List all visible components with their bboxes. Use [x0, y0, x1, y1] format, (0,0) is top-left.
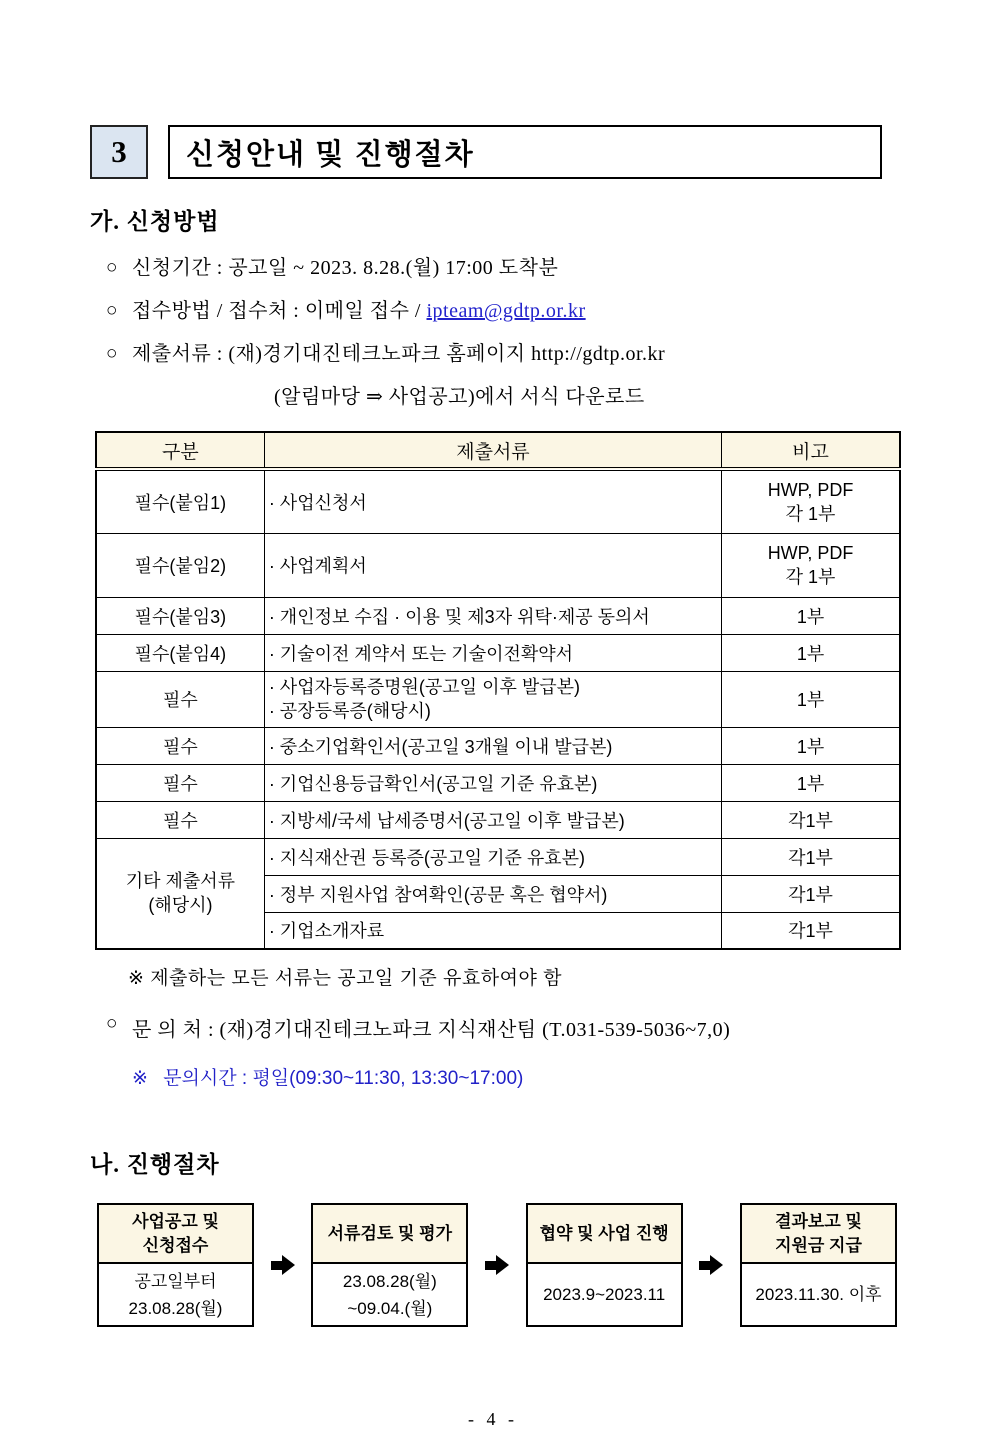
- flow-step-period-line: 23.08.28(월): [128, 1298, 223, 1318]
- documents-source-continuation: (알림마당 ⇒ 사업공고)에서 서식 다운로드: [274, 386, 645, 408]
- note-marker-icon: ※: [132, 1068, 148, 1089]
- contact-line: [106, 1013, 900, 1042]
- note-line: 각 1부: [785, 567, 836, 587]
- flow-arrow-container: [683, 1255, 740, 1275]
- flow-step-period-line: 2023.9~2023.11: [543, 1285, 666, 1304]
- note-marker-icon: ※: [128, 968, 145, 989]
- flow-step-review: [311, 1203, 468, 1327]
- table-row: [96, 801, 900, 838]
- documents-cell: · 지식재산권 등록증(공고일 기준 유효본): [264, 838, 721, 875]
- note-cell: [722, 469, 900, 533]
- page-title: 신청안내 및 진행절차: [168, 125, 882, 179]
- list-item: [106, 299, 900, 323]
- column-header-documents: 제출서류: [264, 432, 721, 469]
- note-line: 각 1부: [785, 503, 836, 524]
- flow-step-period-line: 공고일부터: [134, 1271, 217, 1291]
- flow-step-period: [742, 1264, 895, 1325]
- category-cell: [96, 838, 264, 949]
- table-validity-note: [128, 963, 900, 990]
- circle-bullet-icon: ○: [106, 300, 118, 321]
- table-row: [96, 634, 900, 671]
- category-cell: 필수: [96, 727, 264, 764]
- document-line: · 공장등록증(해당시): [268, 701, 431, 721]
- note-cell: [722, 533, 900, 597]
- flow-step-title: [742, 1205, 895, 1264]
- category-line: (해당시): [148, 895, 213, 916]
- note-cell: 1부: [722, 597, 900, 634]
- flow-step-period-line: ~09.04.(월): [347, 1298, 433, 1318]
- table-row: [96, 838, 900, 875]
- category-cell: 필수: [96, 764, 264, 801]
- documents-cell: · 지방세/국세 납세증명서(공고일 이후 발급본): [264, 801, 721, 838]
- email-link[interactable]: ipteam@gdtp.or.kr: [426, 300, 586, 322]
- right-arrow-icon: [699, 1255, 723, 1275]
- section-a-heading: 가. 신청방법: [90, 209, 220, 234]
- documents-cell: · 사업신청서: [264, 469, 721, 533]
- inquiry-hours-line: [132, 1063, 900, 1090]
- documents-source-text: 제출서류 : (재)경기대진테크노파크 홈페이지 http://gdtp.or.kr: [131, 343, 666, 365]
- required-documents-table: [95, 431, 901, 950]
- flow-step-title-line: 협약 및 사업 진행: [539, 1223, 669, 1243]
- application-bullet-list: [106, 256, 900, 409]
- section-number-box: 3: [90, 125, 148, 179]
- submission-method-text: [132, 299, 586, 323]
- table-row: [96, 469, 900, 533]
- note-line: HWP, PDF: [767, 543, 854, 563]
- category-cell: 필수(붙임4): [96, 634, 264, 671]
- category-cell: 필수(붙임2): [96, 533, 264, 597]
- note-cell: 각1부: [722, 912, 900, 949]
- flow-step-period: [313, 1264, 466, 1325]
- category-cell: 필수(붙임3): [96, 597, 264, 634]
- submission-method-prefix: 접수방법 / 접수처 : 이메일 접수 /: [131, 300, 427, 322]
- flow-step-announcement: [97, 1203, 254, 1327]
- note-cell: 각1부: [722, 838, 900, 875]
- list-item: [106, 256, 900, 280]
- flow-arrow-container: [254, 1255, 311, 1275]
- documents-cell: · 기업신용등급확인서(공고일 기준 유효본): [264, 764, 721, 801]
- application-period-text: 신청기간 : 공고일 ~ 2023. 8.28.(월) 17:00 도착분: [131, 257, 559, 279]
- flow-step-period: [99, 1264, 252, 1325]
- table-row: [96, 597, 900, 634]
- flow-step-title-line: 결과보고 및: [775, 1211, 862, 1231]
- note-cell: 각1부: [722, 875, 900, 912]
- category-cell: 필수: [96, 801, 264, 838]
- table-validity-note-text: 제출하는 모든 서류는 공고일 기준 유효하여야 함: [150, 968, 562, 989]
- table-row: [96, 727, 900, 764]
- section-b-heading: 나. 진행절차: [90, 1152, 220, 1177]
- documents-cell: · 정부 지원사업 참여확인(공문 혹은 협약서): [264, 875, 721, 912]
- category-cell: 필수(붙임1): [96, 469, 264, 533]
- flow-step-title-line: 서류검토 및 평가: [327, 1223, 453, 1243]
- note-cell: 1부: [722, 764, 900, 801]
- right-arrow-icon: [271, 1255, 295, 1275]
- inquiry-hours-text: 문의시간 : 평일(09:30~11:30, 13:30~17:00): [163, 1068, 524, 1089]
- flow-step-title-line: 신청접수: [142, 1235, 209, 1255]
- documents-cell: · 중소기업확인서(공고일 3개월 이내 발급본): [264, 727, 721, 764]
- document-header: [90, 125, 882, 179]
- flow-step-agreement: [526, 1203, 683, 1327]
- table-header-row: [96, 432, 900, 469]
- category-line: 기타 제출서류: [125, 871, 236, 892]
- flow-step-report: [740, 1203, 897, 1327]
- flow-step-period: [528, 1264, 681, 1325]
- documents-cell: · 개인정보 수집 · 이용 및 제3자 위탁·제공 동의서: [264, 597, 721, 634]
- circle-bullet-icon: ○: [106, 257, 118, 278]
- table-row: [96, 764, 900, 801]
- documents-cell: · 기술이전 계약서 또는 기술이전확약서: [264, 634, 721, 671]
- process-flowchart: [97, 1203, 897, 1327]
- column-header-note: 비고: [722, 432, 900, 469]
- flow-step-period-line: 2023.11.30. 이후: [755, 1285, 882, 1304]
- note-cell: 1부: [722, 727, 900, 764]
- flow-step-title: [313, 1205, 466, 1264]
- note-cell: 1부: [722, 671, 900, 727]
- note-cell: 각1부: [722, 801, 900, 838]
- documents-cell: · 기업소개자료: [264, 912, 721, 949]
- page-number: - 4 -: [468, 1409, 518, 1429]
- circle-bullet-icon: ○: [106, 343, 118, 364]
- table-row: [96, 671, 900, 727]
- contact-text: 문 의 처 : (재)경기대진테크노파크 지식재산팀 (T.031-539-5036~7,0): [131, 1019, 731, 1041]
- note-cell: 1부: [722, 634, 900, 671]
- note-line: HWP, PDF: [767, 479, 854, 500]
- flow-step-title-line: 사업공고 및: [132, 1211, 219, 1231]
- documents-cell: [264, 671, 721, 727]
- category-cell: 필수: [96, 671, 264, 727]
- flow-step-title-line: 지원금 지급: [775, 1235, 862, 1255]
- circle-bullet-icon: ○: [106, 1013, 118, 1034]
- list-item: [106, 342, 900, 366]
- right-arrow-icon: [485, 1255, 509, 1275]
- flow-step-title: [99, 1205, 252, 1264]
- table-row: [96, 533, 900, 597]
- flow-step-title: [528, 1205, 681, 1264]
- document-line: · 사업자등록증명원(공고일 이후 발급본): [268, 677, 581, 697]
- column-header-category: 구분: [96, 432, 264, 469]
- flow-step-period-line: 23.08.28(월): [342, 1271, 437, 1291]
- flow-arrow-container: [468, 1255, 525, 1275]
- documents-cell: · 사업계획서: [264, 533, 721, 597]
